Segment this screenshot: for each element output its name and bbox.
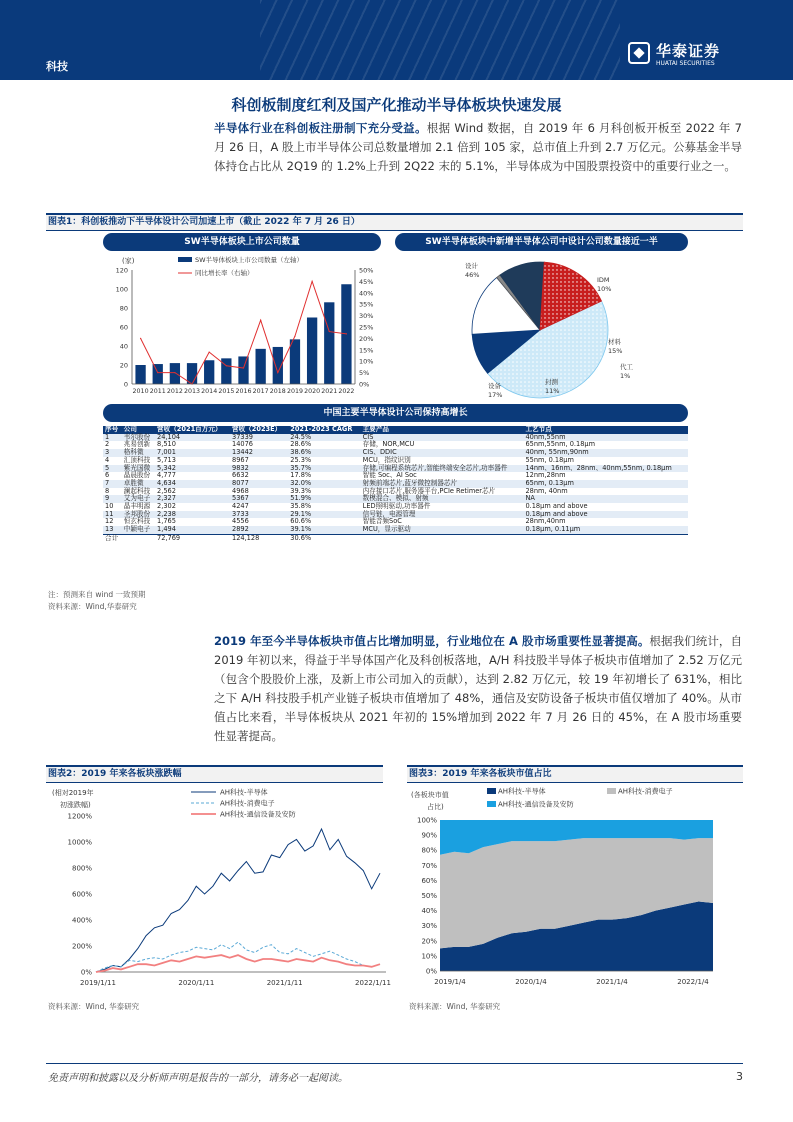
y-tick-label: 400%: [71, 916, 92, 925]
table-cell: 4247: [232, 502, 249, 511]
paragraph-1-body: 根据 Wind 数据，自 2019 年 6 月科创板开板至 2022 年 7 月 26 日，A 股上市半导体公司总数量增加 2.1 倍到 105 家，总市值上升到 2.7 万亿元。公募基金半导体持仓占比从 2Q19 的 1.2%上升到 2Q22 末的 5.1%，半导体成为中国股票投资中的重要行业之一。: [214, 121, 742, 173]
table-cell: 紫光国微: [122, 465, 155, 473]
table-cell: 0.18μm, 0.11μm: [523, 526, 688, 534]
table-cell: 5367: [230, 495, 288, 503]
y-tick-label: 60: [119, 323, 128, 332]
new-company-pie: [395, 252, 690, 402]
y2-tick-label: 30%: [359, 312, 374, 321]
y2-tick-label: 10%: [359, 357, 374, 366]
page-header: [0, 0, 793, 80]
y-tick-label: 40: [119, 342, 128, 351]
y-tick-label: 200%: [71, 942, 92, 951]
table-cell: 圣邦股份: [122, 511, 155, 519]
y2-tick-label: 0%: [359, 380, 370, 389]
table-cell: 32.0%: [288, 480, 360, 488]
table-cell: 2,238: [155, 511, 230, 519]
panel-title-new: SW半导体板块中新增半导体公司中设计公司数量接近一半: [395, 233, 688, 251]
table-cell: 7,001: [155, 449, 230, 457]
table-cell: 40nm,55nm: [523, 434, 688, 442]
legend-swatch: [607, 788, 616, 794]
bar-2010: [135, 365, 145, 384]
table-cell: 8: [105, 486, 110, 495]
figure-3-header: [407, 765, 743, 783]
table-cell: 信号链，电源管理: [361, 511, 524, 519]
bar-2017: [256, 349, 266, 384]
table-cell: 4556: [232, 517, 249, 526]
figure-1-label: 图表1：: [48, 217, 82, 227]
y-tick-label: 1000%: [67, 838, 92, 847]
table-cell: MCU，显示驱动: [361, 526, 524, 534]
table-cell: 6: [105, 471, 110, 480]
table-cell: 12nm,28nm: [525, 471, 566, 480]
growth-point-2011: [157, 372, 158, 373]
x-tick-label: 2012: [166, 388, 183, 395]
disclaimer: 免责声明和披露以及分析师声明是报告的一部分，请务必一起阅读。: [48, 1073, 348, 1084]
paragraph-1: [214, 119, 742, 176]
market-cap-share-chart: [407, 784, 743, 996]
table-cell: 35.8%: [290, 502, 312, 511]
table-cell: 72,769: [155, 534, 230, 542]
table-cell: 2,562: [157, 486, 176, 495]
price-ylabel-2: 初涨跌幅): [60, 801, 91, 809]
y2-tick-label: 20%: [359, 334, 374, 343]
figure-2-label: 图表2：: [48, 769, 82, 779]
legend-label: AH科技-通信设备及安防: [220, 810, 296, 819]
table-cell: 4,634: [155, 480, 230, 488]
column-header: 主要产品: [361, 426, 524, 434]
series-line-AH科技-半导体: [96, 829, 380, 972]
table-cell: MCU，指纹识别: [362, 455, 411, 464]
logo-name: 华泰证券: [656, 42, 721, 60]
x-tick-label: 2022/1/11: [355, 979, 391, 987]
x-tick-label: 2018: [269, 388, 286, 395]
table-cell: 2,327: [155, 495, 230, 503]
y2-tick-label: 15%: [359, 346, 374, 355]
listed-count-chart: [100, 252, 390, 402]
x-tick-label: 2011: [149, 388, 166, 395]
table-cell: NA: [523, 495, 688, 503]
table-cell: 14076: [232, 440, 253, 449]
table-cell: 51.9%: [288, 495, 360, 503]
figure-1-header: [46, 213, 743, 231]
logo-english: HUATAI SECURITIES: [656, 60, 715, 67]
y-tick-label: 120: [115, 266, 128, 275]
y-tick-label: 10%: [421, 952, 437, 961]
pie-value-设备: 17%: [488, 391, 503, 399]
growth-point-2012: [174, 372, 175, 373]
bar-2021: [324, 302, 334, 384]
table-cell: 智能音频SoC: [362, 517, 402, 526]
price-ylabel-1: (相对2019年: [52, 789, 94, 797]
bar-2013: [187, 363, 197, 384]
pie-label-代工: 代工: [620, 363, 633, 371]
y-tick-label: 90%: [421, 831, 437, 840]
figure-3-source: 资料来源：Wind, 华泰研究: [409, 1002, 501, 1011]
table-cell: 存储,可编程系统芯片,智能终端安全芯片,功率器件: [361, 465, 524, 473]
x-tick-label: 2021/1/11: [266, 979, 303, 987]
y-tick-label: 20: [119, 361, 128, 370]
figure-2-header: [46, 765, 383, 783]
table-cell: [523, 534, 688, 542]
x-tick-label: 2010: [132, 388, 149, 395]
table-cell: 39.1%: [288, 526, 360, 534]
x-tick-label: 2019/1/4: [434, 978, 466, 986]
y-tick-label: 1200%: [67, 812, 92, 821]
legend-label: AH科技-通信设备及安防: [498, 800, 574, 809]
growth-point-2015: [226, 365, 227, 366]
y2-tick-label: 50%: [359, 266, 374, 275]
table-cell: 38.6%: [288, 449, 360, 457]
y-tick-label: 30%: [421, 922, 437, 931]
y-tick-label: 40%: [421, 907, 437, 916]
x-tick-label: 2022/1/4: [677, 978, 709, 986]
table-cell: 晶晨股份: [123, 471, 151, 480]
table-cell: 4968: [232, 486, 249, 495]
table-cell: 晶丰明源: [123, 502, 151, 511]
paragraph-2: [214, 632, 742, 746]
table-cell: 兆易创新: [123, 440, 151, 449]
column-header: 公司: [122, 426, 155, 434]
x-tick-label: 2016: [235, 388, 252, 395]
table-cell: 5,713: [157, 455, 176, 464]
table-cell: 37339: [230, 434, 288, 442]
share-ylabel-1: (各板块市值: [411, 791, 449, 799]
legend-label: AH科技-消费电子: [220, 799, 275, 808]
growth-point-2020: [312, 281, 313, 282]
table-cell: 10: [105, 502, 114, 511]
y-tick-label: 80%: [421, 846, 437, 855]
growth-point-2017: [260, 320, 261, 321]
growth-point-2018: [277, 372, 278, 373]
growth-point-2022: [346, 333, 347, 334]
column-header: 营收（2021百万元）: [155, 426, 230, 434]
y-tick-label: 0%: [425, 967, 437, 976]
pie-value-代工: 1%: [620, 372, 631, 380]
table-cell: 中颖电子: [122, 526, 155, 534]
table-cell: 30.6%: [288, 534, 360, 542]
y-tick-label: 800%: [71, 864, 92, 873]
table-cell: LED照明驱动,功率器件: [362, 502, 431, 511]
figure-1-source: 资料来源：Wind,华泰研究: [48, 602, 137, 611]
figure-1-title: 科创板推动下半导体设计公司加速上市（截止 2022 年 7 月 26 日）: [81, 217, 360, 227]
table-cell: [361, 534, 524, 542]
pie-label-IDM: IDM: [597, 276, 610, 284]
table-cell: 24.5%: [288, 434, 360, 442]
table-cell: 韦尔股份: [122, 434, 155, 442]
panel-title-listed: SW半导体板块上市公司数量: [103, 233, 381, 251]
x-tick-label: 2021: [321, 388, 338, 395]
footer-divider: [46, 1063, 743, 1064]
logo-icon: [628, 42, 650, 64]
bar-2019: [290, 339, 300, 384]
legend-line-label: 同比增长率（右轴）: [195, 269, 254, 277]
table-cell: 存储，NOR,MCU: [362, 440, 415, 449]
legend-label: AH科技-半导体: [220, 788, 268, 797]
y-tick-label: 100%: [416, 816, 437, 825]
pie-label-封测: 封测: [545, 378, 558, 386]
table-cell: 28nm,40nm: [525, 517, 566, 526]
table-cell: 1: [103, 434, 122, 442]
page-number: 3: [736, 1070, 743, 1083]
table-cell: 28nm, 40nm: [525, 486, 568, 495]
table-cell: 13442: [230, 449, 288, 457]
page-title: 科创板制度红利及国产化推动半导体板块快速发展: [231, 96, 562, 114]
column-header: 2021-2023 CAGR: [288, 426, 360, 434]
y-tick-label: 600%: [71, 890, 92, 899]
bar-2016: [238, 356, 248, 384]
table-cell: 8967: [232, 455, 249, 464]
table-cell: 17.8%: [290, 471, 312, 480]
bar-2014: [204, 360, 214, 384]
legend-label: AH科技-半导体: [498, 787, 546, 796]
y-tick-label: 100: [115, 285, 128, 294]
table-cell: 60.6%: [290, 517, 312, 526]
table-cell: 澜起科技: [123, 486, 151, 495]
x-tick-label: 2015: [218, 388, 235, 395]
table-cell: 1,494: [155, 526, 230, 534]
column-header: 工艺节点: [523, 426, 688, 434]
table-cell: 2892: [230, 526, 288, 534]
y2-tick-label: 45%: [359, 277, 374, 286]
table-cell: 11: [103, 511, 122, 519]
table-cell: 8,510: [157, 440, 176, 449]
growth-point-2016: [243, 367, 244, 368]
column-header: 序号: [103, 426, 122, 434]
table-cell: 28.6%: [290, 440, 312, 449]
x-tick-label: 2020/1/4: [515, 978, 547, 986]
table-cell: 35.7%: [288, 465, 360, 473]
legend-swatch: [487, 801, 496, 807]
growth-point-2019: [294, 336, 295, 337]
legend-bar-swatch: [178, 257, 192, 262]
bar-2015: [221, 358, 231, 384]
table-cell: 9832: [230, 465, 288, 473]
table-cell: 39.3%: [290, 486, 312, 495]
pie-label-设计: 设计: [465, 262, 478, 270]
y-tick-label: 50%: [421, 892, 437, 900]
table-cell: 24,104: [155, 434, 230, 442]
x-tick-label: 2022: [338, 388, 355, 395]
table-cell: 8077: [230, 480, 288, 488]
pie-label-设备: 设备: [488, 382, 501, 390]
table-cell: 0.18μm and above: [525, 502, 588, 511]
section-label: 科技: [46, 60, 68, 73]
panel-title-table: 中国主要半导体设计公司保持高增长: [103, 404, 688, 422]
table-cell: 124,128: [230, 534, 288, 542]
table-cell: 25.3%: [290, 455, 312, 464]
x-tick-label: 2013: [184, 388, 201, 395]
legend-bar-label: SW半导体板块上市公司数量（左轴）: [195, 256, 304, 264]
table-row: [103, 526, 688, 534]
growth-point-2010: [140, 338, 141, 339]
x-tick-label: 2014: [201, 388, 218, 395]
table-total-row: [103, 534, 688, 542]
figure-3-title: 2019 年来各板块市值占比: [442, 769, 552, 779]
x-tick-label: 2019: [286, 388, 303, 395]
left-axis-unit: (家): [122, 257, 135, 265]
figure-1-note: 注：预测来自 wind 一致预期: [48, 590, 146, 599]
share-ylabel-2: 占比): [427, 803, 444, 811]
table-cell: 65nm, 0.13μm: [523, 480, 688, 488]
bar-2012: [170, 363, 180, 384]
y-tick-label: 70%: [421, 861, 437, 870]
legend-swatch: [487, 788, 496, 794]
y-tick-label: 0: [123, 380, 128, 389]
y2-tick-label: 5%: [359, 369, 370, 378]
table-cell: 卓胜微: [122, 480, 155, 488]
table-cell: CIS: [361, 434, 524, 442]
table-cell: 55nm, 0.18μm: [525, 455, 574, 464]
growth-point-2021: [329, 331, 330, 332]
table-cell: 4,777: [157, 471, 176, 480]
table-cell: 13: [103, 526, 122, 534]
table-cell: 内存接口芯片,服务器平台,PCIe Retimer芯片: [362, 486, 496, 495]
growth-point-2014: [209, 351, 210, 352]
x-tick-label: 2020/1/11: [178, 979, 215, 987]
table-cell: 7: [103, 480, 122, 488]
table-cell: 3733: [230, 511, 288, 519]
table-cell: 艾为电子: [122, 495, 155, 503]
column-header: 营收（2023E）: [230, 426, 288, 434]
table-cell: 12: [105, 517, 114, 526]
y2-tick-label: 40%: [359, 289, 374, 298]
table-cell: 智能 Soc、AI Soc: [362, 471, 417, 480]
table-cell: 5,342: [155, 465, 230, 473]
pie-label-材料: 材料: [608, 338, 621, 346]
y-tick-label: 0%: [80, 968, 92, 977]
table-cell: 4: [105, 455, 110, 464]
table-cell: 14nm、16nm、28nm、40nm,55nm, 0.18μm: [523, 465, 688, 473]
y2-tick-label: 25%: [359, 323, 374, 332]
x-tick-label: 2020: [304, 388, 321, 395]
y-tick-label: 20%: [421, 937, 437, 946]
figure-3-label: 图表3：: [409, 769, 443, 779]
paragraph-1-lead: 半导体行业在科创板注册制下充分受益。: [214, 121, 427, 135]
y-tick-label: 80: [119, 304, 128, 313]
table-cell: 数模混合、模拟、射频: [361, 495, 524, 503]
design-company-table: [103, 426, 688, 543]
pie-value-封测: 11%: [545, 387, 560, 395]
pie-value-设计: 46%: [465, 271, 480, 279]
table-cell: 汇顶科技: [123, 455, 151, 464]
y2-tick-label: 35%: [359, 300, 374, 309]
pie-value-IDM: 10%: [597, 285, 612, 293]
table-cell: 格科微: [122, 449, 155, 457]
series-line-AH科技-通信设备及安防: [96, 955, 380, 972]
pie-value-材料: 15%: [608, 347, 623, 355]
brand-logo: [628, 40, 748, 72]
header-pattern: [260, 0, 620, 80]
bar-2011: [153, 364, 163, 384]
paragraph-2-body: 根据我们统计，自 2019 年初以来，得益于半导体国产化及科创板落地，A/H 科技股半导体子板块市值增加了 2.52 万亿元（包含个股股价上涨，及新上市公司加入的贡献），达到 2.82 万亿元，较 19 年初增长了 631%，相比之下 A/H 科技股手机产业链子板块市值增加了 48%，通信及安防设备子板块市值仅增加了 40%。从市值占比来看，半导体板块从 2021 年初的 15%增加到 2022 年 7 月 26 日的 45%，在 A 股市场重要性显著提高。: [214, 634, 743, 743]
y-tick-label: 60%: [421, 876, 437, 885]
figure-2-source: 资料来源：Wind, 华泰研究: [48, 1002, 140, 1011]
table-cell: 2,302: [157, 502, 176, 511]
legend-label: AH科技-消费电子: [618, 787, 673, 796]
table-cell: 1,765: [157, 517, 176, 526]
table-cell: 29.1%: [288, 511, 360, 519]
table-cell: 合计: [103, 534, 122, 542]
table-cell: 9: [103, 495, 122, 503]
table-cell: 2: [105, 440, 110, 449]
table-cell: 6632: [232, 471, 249, 480]
figure-2-title: 2019 年来各板块涨跌幅: [81, 769, 182, 779]
x-tick-label: 2017: [252, 388, 269, 395]
table-cell: 5: [103, 465, 122, 473]
table-cell: [122, 534, 155, 542]
table-cell: 65nm,55nm, 0.18μm: [525, 440, 596, 449]
bar-2020: [307, 318, 317, 385]
table-cell: 0.18μm and above: [523, 511, 688, 519]
table-cell: 3: [103, 449, 122, 457]
table-cell: 40nm, 55nm,90nm: [523, 449, 688, 457]
table-cell: 射频前端芯片,蓝牙微控制器芯片: [361, 480, 524, 488]
paragraph-2-lead: 2019 年至今半导体板块市值占比增加明显，行业地位在 A 股市场重要性显著提高。: [214, 634, 650, 648]
x-tick-label: 2019/1/11: [80, 979, 116, 987]
table-cell: CIS、DDIC: [361, 449, 524, 457]
price-change-chart: [46, 784, 391, 996]
x-tick-label: 2021/1/4: [596, 978, 628, 986]
table-cell: 恒玄科技: [123, 517, 151, 526]
